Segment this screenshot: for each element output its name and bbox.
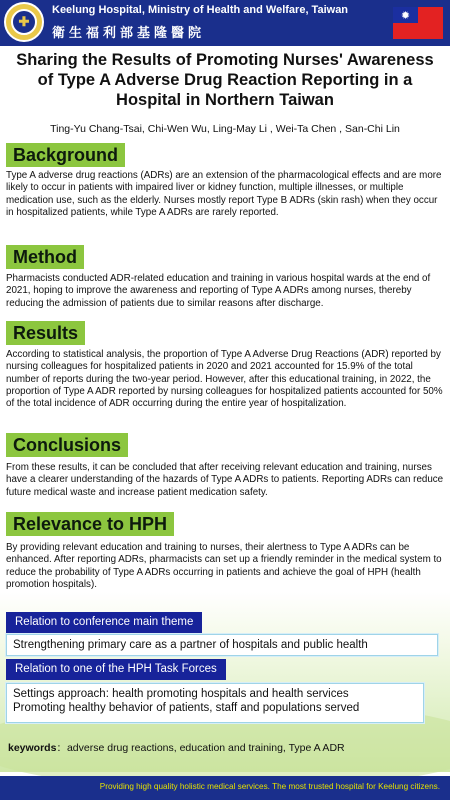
background-heading: Background — [6, 143, 125, 167]
task-force-line-1: Settings approach: health promoting hospitals and health services — [13, 688, 349, 700]
task-force-box — [6, 683, 424, 723]
authors: Ting-Yu Chang-Tsai, Chi-Wen Wu, Ling-May Li , Wei-Ta Chen , San-Chi Lin — [50, 123, 400, 135]
conference-theme-label: Relation to conference main theme — [6, 612, 202, 633]
background-text: Type A adverse drug reactions (ADRs) are an extension of the pharmacological effects and are more likely to occur in patients with impaired liver or kidney function, multiple illnesses, or multiple medication use, such as the elderly. Nurses mostly report Type B ADRs (skin rash) when they occur in hospitalized patients, while Type A ADRs are rarely reported. — [6, 170, 442, 218]
keywords-label: keywords — [8, 742, 57, 754]
results-heading: Results — [6, 321, 85, 345]
conclusions-text: From these results, it can be concluded that after receiving relevant education and training, nurses have a clearer understanding of the hazards of Type A ADRs to patients. Reporting ADRs can reduce future medical waste and increase patient medication safety. — [6, 462, 444, 498]
keywords-line — [8, 740, 345, 755]
relevance-text: By providing relevant education and training to nurses, their alertness to Type A ADRs can be enhanced. After reporting ADRs, pharmacists can set up a friendly reminder in the medical system to reduce the probability of Type A ADRs occurring in patients and achieve the goal of HPH (health promotion hospitals). — [6, 542, 442, 590]
method-heading: Method — [6, 245, 84, 269]
hospital-name-en: Keelung Hospital, Ministry of Health and Welfare, Taiwan — [52, 4, 349, 16]
conclusions-heading: Conclusions — [6, 433, 128, 457]
relevance-heading: Relevance to HPH — [6, 512, 174, 536]
keywords-value: adverse drug reactions, education and training, Type A ADR — [66, 742, 345, 754]
method-text: Pharmacists conducted ADR-related education and training in various hospital wards at the end of 2021, hoping to improve the awareness and reporting of Type A ADRs among nurses, thereby reducing the admission of patients due to similar reasons after discharge. — [6, 273, 431, 309]
poster-title: Sharing the Results of Promoting Nurses' Awareness of Type A Adverse Drug Reaction Reporting in a Hospital in Northern Taiwan — [16, 51, 434, 109]
task-force-line-2: Promoting healthy behavior of patients, staff and populations served — [13, 702, 360, 714]
footer-slogan: Providing high quality holistic medical services. The most trusted hospital for Keelung citizens. — [99, 782, 440, 791]
hospital-name-zh: 衛生福利部基隆醫院 — [52, 26, 206, 41]
footer-bar — [0, 776, 450, 800]
header-bar — [0, 0, 450, 46]
hospital-logo-icon: ✚ — [4, 2, 44, 42]
keywords-separator: ： — [56, 742, 67, 754]
task-force-label: Relation to one of the HPH Task Forces — [6, 659, 226, 680]
results-text: According to statistical analysis, the proportion of Type A Adverse Drug Reactions (ADR) reported by nursing colleagues for hospitalized patients in 2020 and 2021 accounted for 15.9% of the total number of reports during the two-year period. However, after this educational training, in 2022, the proportion of Type A ADR reported by nursing colleagues for hospitalized patients accounted for 50% of the total incidence of ADR occurring during the entire year of hospitalization. — [6, 349, 443, 410]
taiwan-flag-icon: ✹ — [393, 7, 443, 39]
conference-theme-value: Strengthening primary care as a partner of hospitals and public health — [6, 634, 438, 656]
